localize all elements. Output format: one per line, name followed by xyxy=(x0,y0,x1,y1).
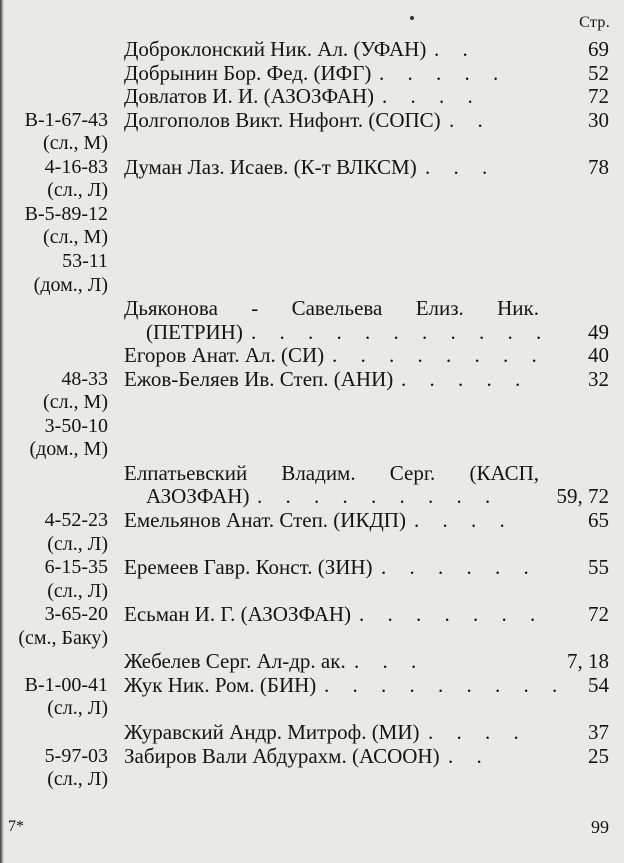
printer-signature: 7* xyxy=(8,818,24,835)
index-row xyxy=(0,390,624,415)
index-row xyxy=(0,696,624,721)
dot-leader: . . . xyxy=(354,649,426,674)
index-row xyxy=(0,225,624,250)
index-row xyxy=(0,484,624,509)
index-row xyxy=(0,131,624,156)
index-row xyxy=(0,555,624,580)
phone-number: 3-50-10 xyxy=(44,414,108,437)
index-row xyxy=(0,532,624,557)
person-name: Жебелев Серг. Ал-др. ак. xyxy=(124,649,346,674)
index-row xyxy=(0,720,624,745)
dot-leader: . . . . . xyxy=(379,60,508,85)
person-name: (ПЕТРИН) xyxy=(146,319,243,344)
dot-leader: . . xyxy=(448,743,491,768)
person-name: Егоров Анат. Ал. (СИ) xyxy=(124,343,325,368)
phone-number: (сл., Л) xyxy=(47,697,108,720)
page-reference: 55 xyxy=(588,555,609,580)
phone-number: 4-52-23 xyxy=(44,509,108,531)
dot-leader: . . . . . . xyxy=(381,555,538,580)
index-row xyxy=(0,673,624,698)
phone-number: (сл., М) xyxy=(43,132,108,155)
dot-leader: . . xyxy=(449,107,492,132)
page-reference: 54 xyxy=(588,672,609,697)
dot-leader: . . . . . . . . xyxy=(332,343,546,368)
phone-number: 3-65-20 xyxy=(44,603,108,626)
index-row xyxy=(0,37,624,62)
index-row xyxy=(0,249,624,274)
page-reference: 72 xyxy=(588,84,609,109)
phone-number: (см., Баку) xyxy=(18,626,108,649)
page-reference: 72 xyxy=(588,602,609,627)
page-reference: 30 xyxy=(588,107,609,132)
index-row xyxy=(0,461,624,486)
person-name: АЗОЗФАН) xyxy=(146,484,250,509)
index-row xyxy=(0,649,624,674)
person-name: Довлатов И. И. (АЗОЗФАН) xyxy=(124,84,375,109)
dot-leader: . . xyxy=(434,37,477,61)
index-row xyxy=(0,579,624,604)
index-row xyxy=(0,767,624,792)
phone-number: В-1-67-43 xyxy=(24,108,108,131)
dot-leader: . . . . xyxy=(414,508,514,532)
phone-number: 4-16-83 xyxy=(44,155,108,178)
phone-number: (сл., Л) xyxy=(47,579,108,602)
phone-number: (сл., Л) xyxy=(47,179,108,202)
person-name: Ежов-Беляев Ив. Степ. (АНИ) xyxy=(124,366,394,391)
phone-number: В-5-89-12 xyxy=(24,202,108,225)
index-row xyxy=(0,367,624,392)
person-name: Елпатьевский Владим. Серг. (КАСП, xyxy=(124,460,539,485)
phone-number: (сл., Л) xyxy=(47,532,108,555)
phone-number: (сл., М) xyxy=(43,391,108,414)
index-row xyxy=(0,508,624,533)
index-row xyxy=(0,84,624,109)
person-name: Доброклонский Ник. Ал. (УФАН) xyxy=(124,37,427,61)
phone-number: 53-11 xyxy=(62,249,108,272)
index-row xyxy=(0,155,624,180)
phone-number: В-1-00-41 xyxy=(24,673,108,696)
dot-leader: . . . . . . . xyxy=(359,602,545,627)
person-name: Емельянов Анат. Степ. (ИКДП) xyxy=(124,508,406,532)
page-reference: 37 xyxy=(588,719,609,744)
phone-number: 6-15-35 xyxy=(44,556,108,579)
person-name: Долгополов Викт. Нифонт. (СОПС) xyxy=(124,107,441,132)
phone-number: (дом., М) xyxy=(29,438,108,461)
page-reference: 59, 72 xyxy=(556,484,609,509)
page-reference: 65 xyxy=(588,508,609,532)
person-name: Есьман И. Г. (АЗОЗФАН) xyxy=(124,602,352,627)
page-reference: 49 xyxy=(588,319,609,344)
dot-leader: . . . . xyxy=(428,719,528,744)
page-reference: 69 xyxy=(588,37,609,61)
page-reference: 25 xyxy=(588,743,609,768)
phone-number: 48-33 xyxy=(61,367,108,390)
phone-number: (сл., Л) xyxy=(47,768,108,791)
person-name: Еремеев Гавр. Конст. (ЗИН) xyxy=(124,555,373,580)
page-reference: 40 xyxy=(588,343,609,368)
person-name: Дьяконова - Савельева Елиз. Ник. xyxy=(124,296,539,321)
index-row xyxy=(0,320,624,345)
person-name: Жук Ник. Ром. (БИН) xyxy=(124,672,317,697)
person-name: Забиров Вали Абдурахм. (АСООН) xyxy=(124,743,440,768)
index-row xyxy=(0,414,624,439)
page-column-header: Стр. xyxy=(579,14,610,31)
phone-number: (дом., Л) xyxy=(33,273,108,296)
index-row xyxy=(0,437,624,462)
dot-leader: . . . . . . . . . xyxy=(324,672,567,697)
index-row xyxy=(0,108,624,133)
index-row xyxy=(0,61,624,86)
person-name: Добрынин Бор. Фед. (ИФГ) xyxy=(124,60,372,85)
index-row xyxy=(0,273,624,298)
page-reference: 52 xyxy=(588,60,609,85)
index-row xyxy=(0,626,624,651)
dot-leader: . . . . xyxy=(382,84,482,109)
phone-number: 5-97-03 xyxy=(44,744,108,767)
index-row xyxy=(0,296,624,321)
person-name: Думан Лаз. Исаев. (К-т ВЛКСМ) xyxy=(124,154,417,179)
dot-leader: . . . . . xyxy=(401,366,530,391)
dot-leader: . . . xyxy=(425,154,497,179)
index-row xyxy=(0,202,624,227)
page-reference: 32 xyxy=(588,366,609,391)
dot-leader: . . . . . . . . . xyxy=(257,484,500,509)
page-reference: 78 xyxy=(588,154,609,179)
dot-leader: . . . . . . . . . . . xyxy=(251,319,551,344)
index-row xyxy=(0,343,624,368)
phone-number: (сл., М) xyxy=(43,226,108,249)
index-row xyxy=(0,602,624,627)
page-number: 99 xyxy=(591,817,609,837)
person-name: Журавский Андр. Митроф. (МИ) xyxy=(124,719,420,744)
page-reference: 7, 18 xyxy=(567,649,609,674)
index-row xyxy=(0,744,624,769)
index-row xyxy=(0,178,624,203)
